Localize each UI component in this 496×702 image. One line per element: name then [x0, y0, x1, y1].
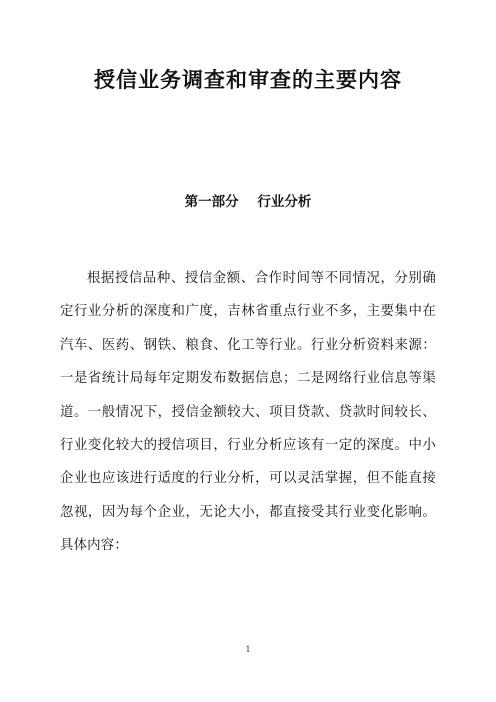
page-number: 1 — [245, 645, 251, 654]
document-title: 授信业务调查和审查的主要内容 — [94, 68, 402, 92]
body-paragraph: 根据授信品种、授信金额、合作时间等不同情况，分别确定行业分析的深度和广度，吉林省重点行业不多，主要集中在汽车、医药、钢铁、粮食、化工等行业。行业分析资料来源：一是省统计局每年定期发布数据信息；二是网络行业信息等渠道。一般情况下，授信金额较大、项目贷款、贷款时间较长、行业变化较大的授信项目，行业分析应该有一定的深度。中小企业也应该进行适度的行业分析，可以灵活掌握，但不能直接忽视，因为每个企业，无论大小，都直接受其行业变化影响。具体内容： — [60, 271, 436, 554]
section-heading: 第一部分 行业分析 — [184, 194, 312, 210]
